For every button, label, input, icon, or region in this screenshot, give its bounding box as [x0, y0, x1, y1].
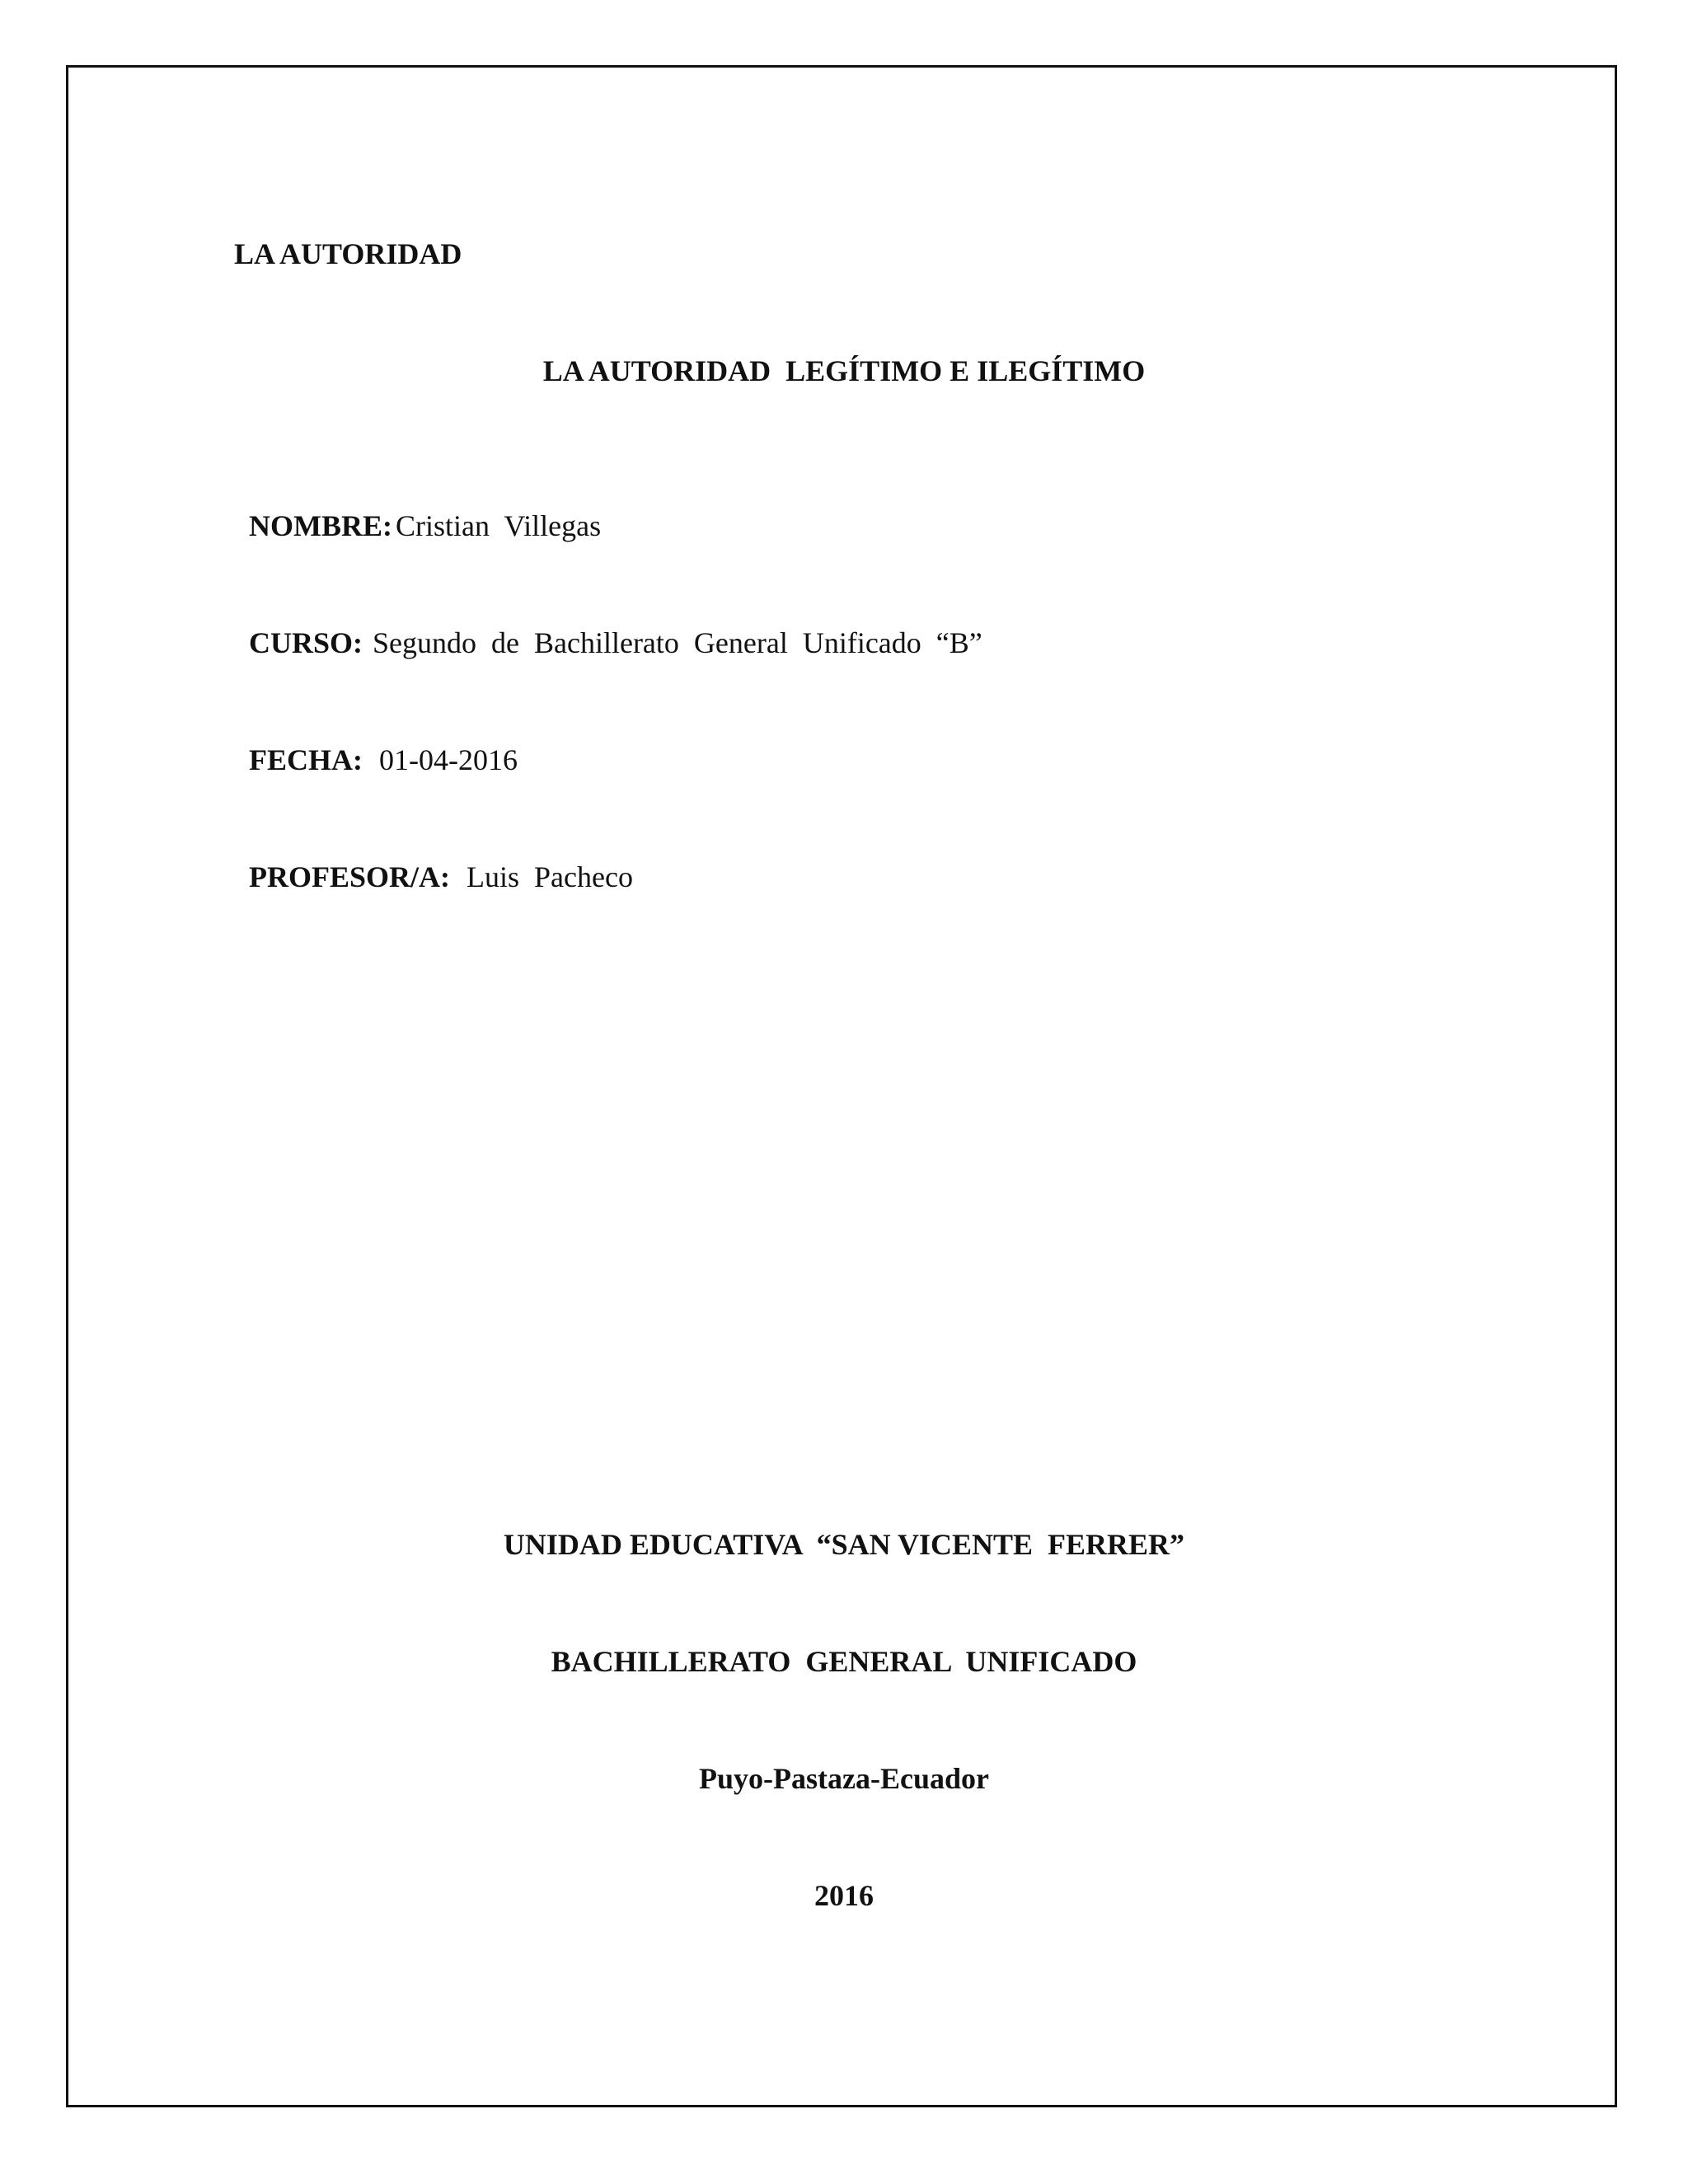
field-fecha — [234, 705, 518, 778]
field-fecha-label: FECHA: — [249, 743, 363, 776]
field-nombre-value: Cristian Villegas — [396, 509, 602, 542]
institution-name: UNIDAD EDUCATIVA “SAN VICENTE FERRER” — [503, 1528, 1185, 1561]
field-profesor-label: PROFESOR/A: — [249, 860, 451, 893]
year: 2016 — [814, 1879, 874, 1912]
field-fecha-value: 01-04-2016 — [379, 743, 518, 776]
field-nombre — [234, 471, 601, 544]
main-title: LA AUTORIDAD LEGÍTIMO E ILEGÍTIMO — [542, 354, 1146, 387]
field-profesor — [234, 823, 633, 895]
top-title: LA AUTORIDAD — [234, 237, 462, 270]
field-nombre-label: NOMBRE: — [249, 509, 392, 542]
location: Puyo-Pastaza-Ecuador — [699, 1762, 989, 1795]
field-curso-value: Segundo de Bachillerato General Unificado “B” — [373, 626, 982, 659]
program-name: BACHILLERATO GENERAL UNIFICADO — [551, 1645, 1137, 1678]
field-curso-label: CURSO: — [249, 626, 363, 659]
field-profesor-value: Luis Pacheco — [467, 860, 633, 893]
field-curso — [234, 588, 982, 661]
